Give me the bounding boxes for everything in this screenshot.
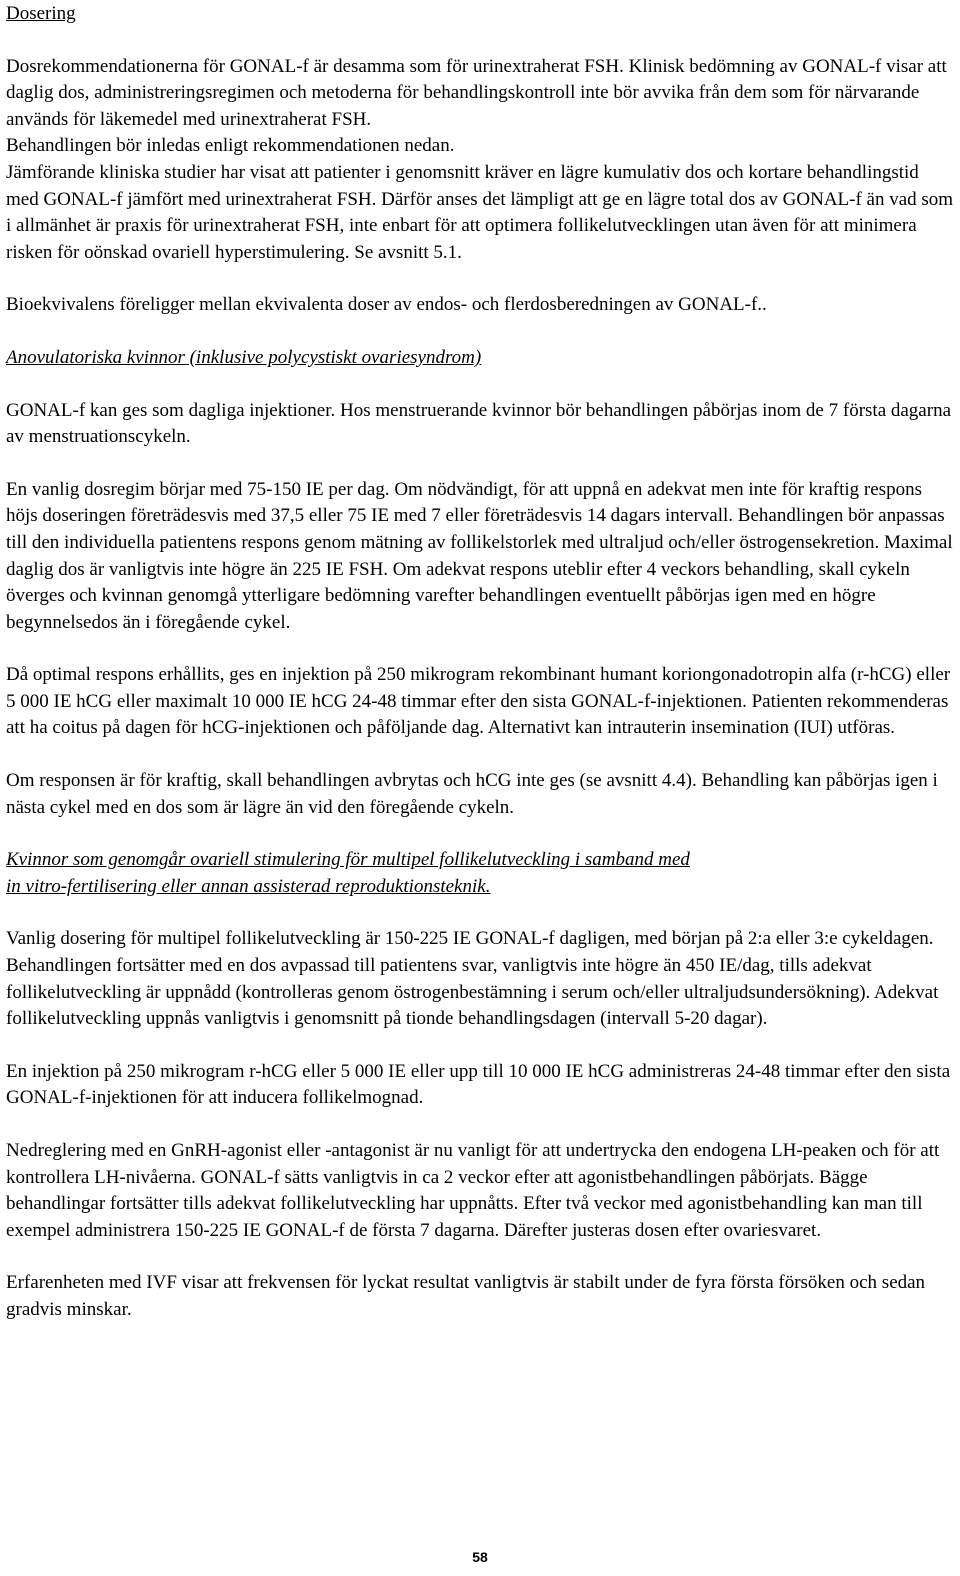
anovulatory-paragraph-2: En vanlig dosregim börjar med 75-150 IE per dag. Om nödvändigt, för att uppnå en adekvat men inte för kraftig respons höjs doseringen företrädesvis med 37,5 eller 75 IE med 7 eller företrädesvis 14 dagars intervall. Behandlingen bör anpassas till den individuella patientens respons genom mätning av follikelstorlek med ultraljud och/eller östrogensekretion. Maximal daglig dos är vanligtvis inte högre än 225 IE FSH. Om adekvat respons uteblir efter 4 veckors behandling, skall cykeln överges och kvinnan genomgå ytterligare bedömning varefter behandlingen eventuellt påbörjas igen med en högre begynnelsedos än i föregående cykel.: [6, 478, 953, 633]
ivf-paragraph-2: En injektion på 250 mikrogram r-hCG eller 5 000 IE eller upp till 10 000 IE hCG administreras 24-48 timmar efter den sista GONAL-f-injektionen för att inducera follikelmognad.: [6, 1060, 951, 1109]
document-page: [6, 0, 954, 1324]
ivf-paragraph-4: Erfarenheten med IVF visar att frekvensen för lyckat resultat vanligtvis är stabilt under de fyra första försöken och sedan gradvis minskar.: [6, 1272, 926, 1320]
bioequivalence-paragraph: Bioekvivalens föreligger mellan ekvivalenta doser av endos- och flerdosberedningen av GONAL-f..: [6, 294, 767, 316]
intro-paragraph-1: Dosrekommendationerna för GONAL-f är desamma som för urinextraherat FSH. Klinisk bedömning av GONAL-f visar att daglig dos, administreringsregimen och metoderna för behandlingskontroll inte bör avvika från dem som för närvarande används för läkemedel med urinextraherat FSH.: [6, 55, 947, 130]
page-number: 58: [472, 1549, 488, 1565]
intro-paragraph-2: Behandlingen bör inledas enligt rekommendationen nedan.: [6, 135, 455, 157]
ivf-heading: [6, 847, 954, 900]
anovulatory-paragraph-1: GONAL-f kan ges som dagliga injektioner. Hos menstruerande kvinnor bör behandlingen påbörjas inom de 7 första dagarna av menstruationscykeln.: [6, 399, 951, 448]
intro-paragraph-3: Jämförande kliniska studier har visat att patienter i genomsnitt kräver en lägre kumulativ dos och kortare behandlingstid med GONAL-f jämfört med urinextraherat FSH. Därför anses det lämpligt att ge en lägre total dos av GONAL-f än vad som i allmänhet är praxis för urinextraherat FSH, inte enbart för att optimera follikelutvecklingen utan även för att minimera risken för oönskad ovariell hyperstimulering. Se avsnitt 5.1.: [6, 161, 954, 263]
anovulatory-paragraph-3: Då optimal respons erhållits, ges en injektion på 250 mikrogram rekombinant humant koriongonadotropin alfa (r-hCG) eller 5 000 IE hCG eller maximalt 10 000 IE hCG 24-48 timmar efter den sista GONAL-f-injektionen. Patienten rekommenderas att ha coitus på dagen för hCG-injektionen och påföljande dag. Alternativt kan intrauterin insemination (IUI) utföras.: [6, 664, 951, 739]
anovulatory-heading: Anovulatoriska kvinnor (inklusive polycystiskt ovariesyndrom): [6, 346, 482, 368]
ivf-paragraph-3: Nedreglering med en GnRH-agonist eller -antagonist är nu vanligt för att undertrycka den endogena LH-peaken och för att kontrollera LH-nivåerna. GONAL-f sätts vanligtvis in ca 2 veckor efter att agonistbehandlingen påbörjats. Bägge behandlingar fortsätter tills adekvat follikelutveckling har uppnåtts. Efter två veckor med agonistbehandling kan man till exempel administrera 150-225 IE GONAL-f de första 7 dagarna. Därefter justeras dosen efter ovariesvaret.: [6, 1140, 940, 1241]
ivf-heading-line-1: Kvinnor som genomgår ovariell stimulering för multipel follikelutveckling i samband med: [6, 849, 690, 871]
anovulatory-paragraph-4: Om responsen är för kraftig, skall behandlingen avbrytas och hCG inte ges (se avsnitt 4.4). Behandling kan påbörjas igen i nästa cykel med en dos som är lägre än vid den föregående cykeln.: [6, 770, 938, 818]
ivf-paragraph-1: Vanlig dosering för multipel follikelutveckling är 150-225 IE GONAL-f dagligen, med början på 2:a eller 3:e cykeldagen. Behandlingen fortsätter med en dos avpassad till patientens svar, vanligtvis inte högre än 450 IE/dag, tills adekvat follikelutveckling är uppnådd (kontrolleras genom östrogenbestämning i serum och/eller ultraljudsundersökning). Adekvat follikelutveckling uppnås vanligtvis i genomsnitt på tionde behandlingsdagen (intervall 5-20 dagar).: [6, 928, 939, 1030]
section-title: Dosering: [6, 3, 76, 24]
ivf-heading-line-2: in vitro-fertilisering eller annan assisterad reproduktionsteknik.: [6, 875, 491, 897]
